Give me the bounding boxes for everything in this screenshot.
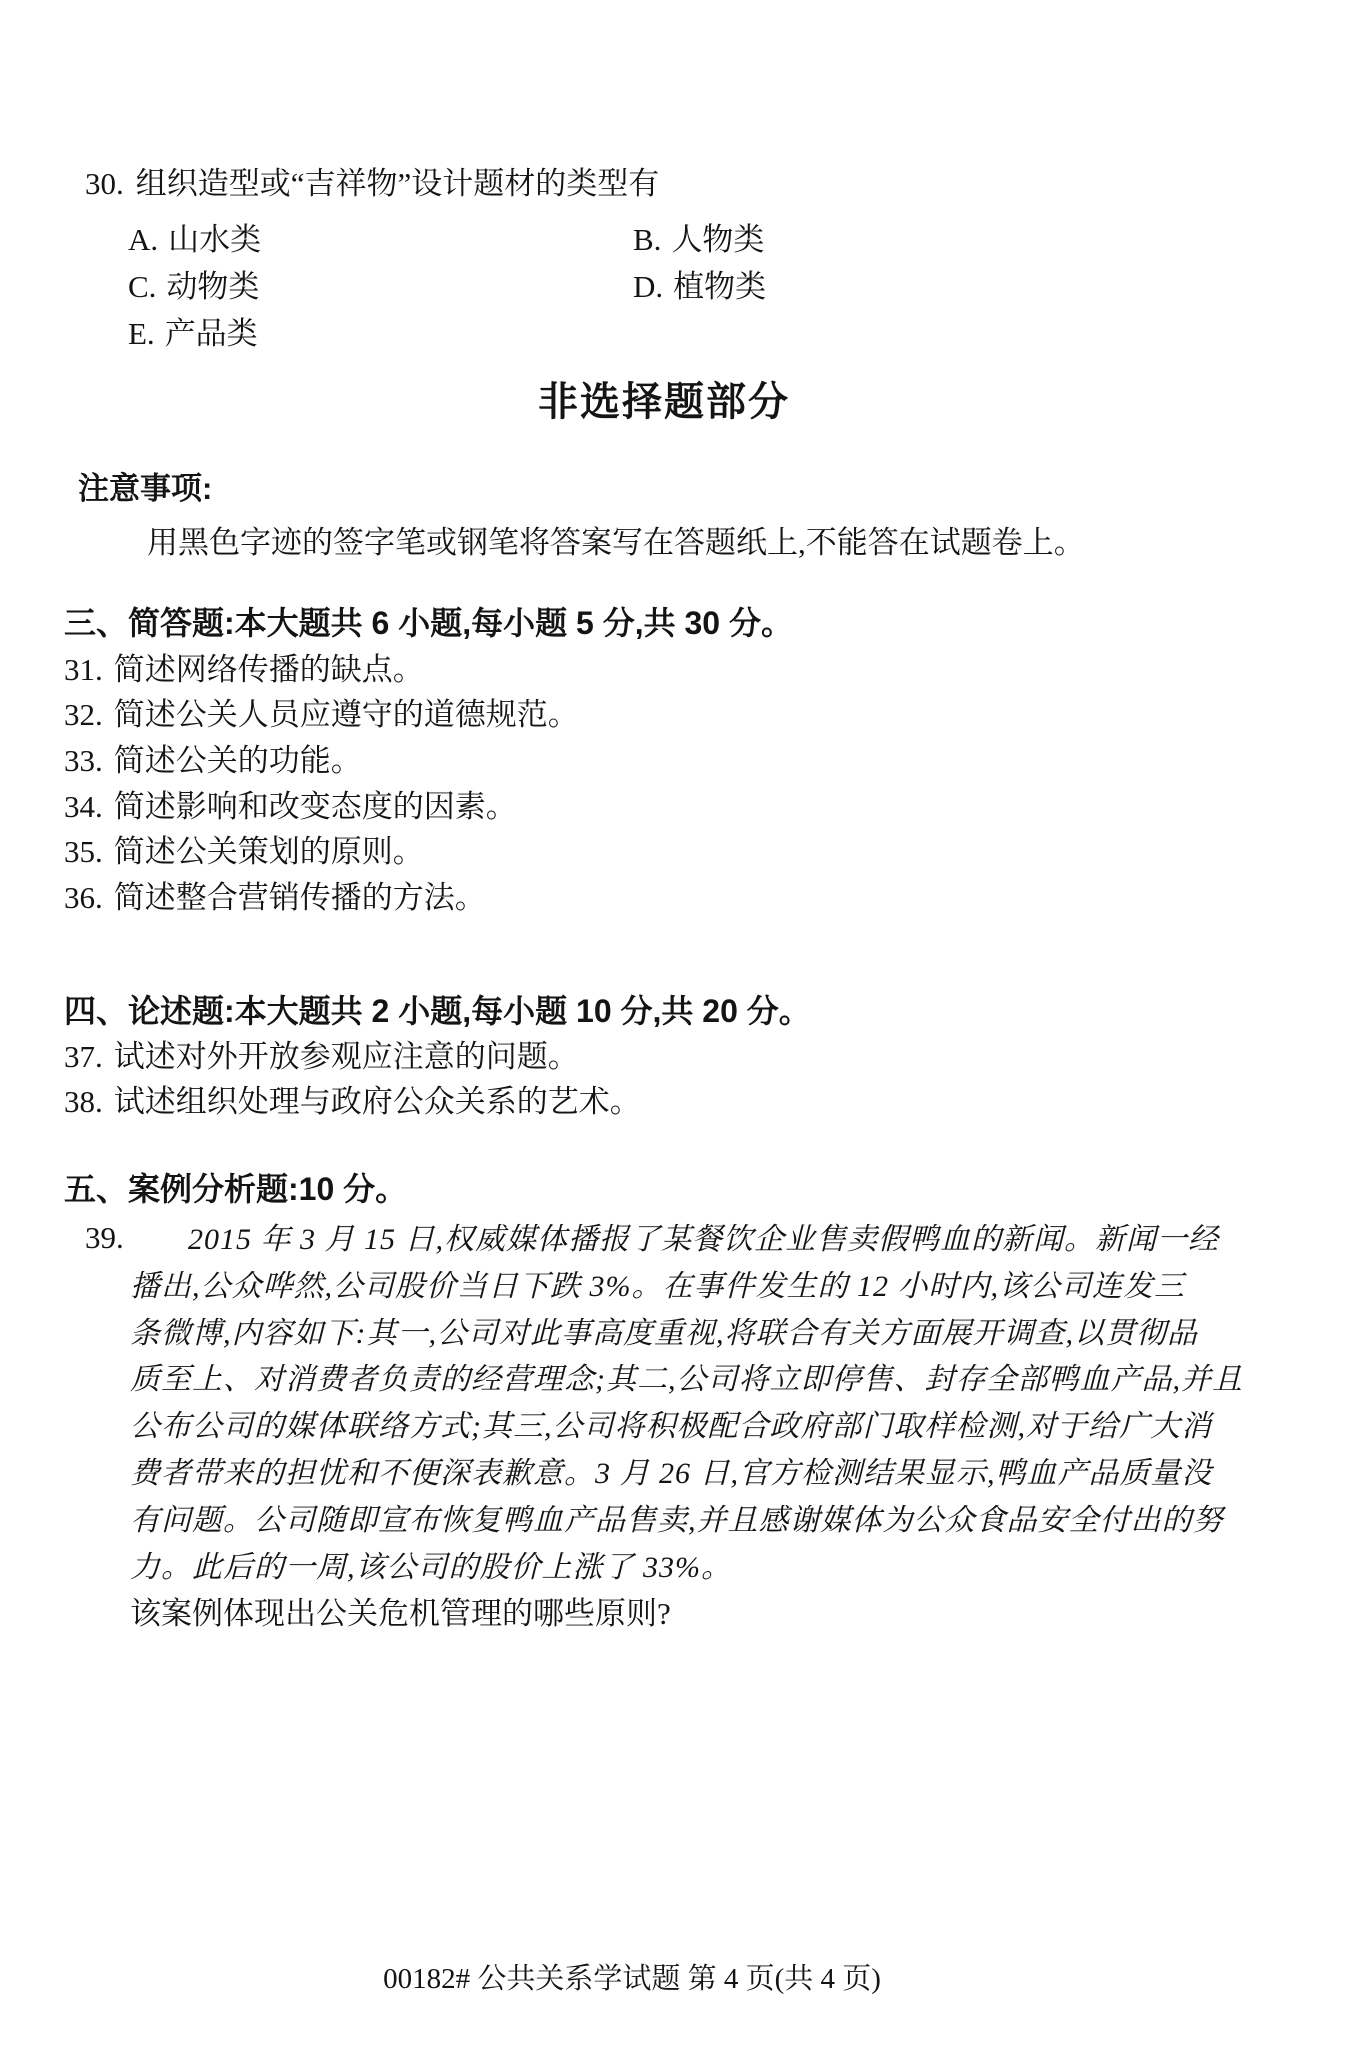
question-38-number: 38. xyxy=(64,1084,103,1119)
question-37-text: 试述对外开放参观应注意的问题。 xyxy=(113,1039,579,1074)
question-34-text: 简述影响和改变态度的因素。 xyxy=(113,788,517,824)
option-a-label: A. xyxy=(128,222,159,257)
notice-text: 用黑色字迹的签字笔或钢笔将答案写在答题纸上,不能答在试题卷上。 xyxy=(147,525,1085,560)
notice-heading: 注意事项: xyxy=(78,471,213,506)
page-footer: 00182# 公共关系学试题 第 4 页(共 4 页) xyxy=(383,1963,881,1995)
question-32 xyxy=(64,689,793,735)
question-30-number: 30. xyxy=(85,166,124,201)
question-35-text: 简述公关策划的原则。 xyxy=(113,834,424,870)
question-36-number: 36. xyxy=(64,880,103,916)
question-38-text: 试述组织处理与政府公众关系的艺术。 xyxy=(113,1084,641,1119)
question-30-stem: 组织造型或“吉祥物”设计题材的类型有 xyxy=(135,166,660,201)
case-line: 费者带来的担忧和不便深表歉意。3 月 26 日,官方检测结果显示,鸭血产品质量没 xyxy=(130,1456,1213,1490)
case-line: 质至上、对消费者负责的经营理念;其二,公司将立即停售、封存全部鸭血产品,并且 xyxy=(130,1363,1243,1397)
question-34 xyxy=(64,781,793,827)
question-33-number: 33. xyxy=(64,743,103,779)
option-d xyxy=(633,261,1153,308)
question-32-number: 32. xyxy=(64,697,103,733)
option-a xyxy=(128,214,633,261)
case-line: 公布公司的媒体联络方式;其三,公司将积极配合政府部门取样检测,对于给广大消 xyxy=(130,1410,1212,1444)
section-three-heading: 三、简答题:本大题共 6 小题,每小题 5 分,共 30 分。 xyxy=(64,605,793,641)
case-line: 有问题。公司随即宣布恢复鸭血产品售卖,并且感谢媒体为公众食品安全付出的努 xyxy=(130,1503,1224,1537)
option-b-text: 人物类 xyxy=(671,222,765,257)
question-33-text: 简述公关的功能。 xyxy=(113,743,362,779)
case-line: 条微博,内容如下:其一,公司对此事高度重视,将联合有关方面展开调查,以贯彻品 xyxy=(130,1316,1198,1350)
case-line: 2015 年 3 月 15 日,权威媒体播报了某餐饮企业售卖假鸭血的新闻。新闻一经 xyxy=(188,1223,1219,1256)
question-35-number: 35. xyxy=(64,834,103,870)
question-39-number: 39. xyxy=(85,1220,124,1255)
question-31 xyxy=(64,644,793,690)
question-35 xyxy=(64,826,793,872)
question-38 xyxy=(64,1076,811,1121)
question-39-final-question: 该案例体现出公关危机管理的哪些原则? xyxy=(130,1596,671,1632)
part-title: 非选择题部分 xyxy=(538,380,790,424)
question-30-options xyxy=(128,214,1153,354)
option-e-text: 产品类 xyxy=(164,315,258,351)
section-five-heading: 五、案例分析题:10 分。 xyxy=(64,1171,408,1207)
option-c-text: 动物类 xyxy=(166,268,260,304)
question-34-number: 34. xyxy=(64,788,103,824)
option-b-label: B. xyxy=(633,222,662,257)
question-31-text: 简述网络传播的缺点。 xyxy=(113,651,424,687)
option-c-label: C. xyxy=(128,268,157,304)
case-line: 播出,公众哗然,公司股价当日下跌 3%。在事件发生的 12 小时内,该公司连发三 xyxy=(130,1269,1185,1303)
question-37-number: 37. xyxy=(64,1039,103,1074)
option-c xyxy=(128,261,633,308)
option-b xyxy=(633,214,1153,261)
question-33 xyxy=(64,735,793,781)
section-four-heading: 四、论述题:本大题共 2 小题,每小题 10 分,共 20 分。 xyxy=(64,993,811,1029)
option-e xyxy=(128,308,633,355)
question-31-number: 31. xyxy=(64,651,103,687)
section-four xyxy=(64,986,811,1121)
question-32-text: 简述公关人员应遵守的道德规范。 xyxy=(113,697,579,733)
option-d-text: 植物类 xyxy=(673,268,767,304)
question-39-case xyxy=(130,1214,1320,1635)
option-e-label: E. xyxy=(128,315,155,351)
option-a-text: 山水类 xyxy=(168,222,262,257)
question-36 xyxy=(64,872,793,918)
question-37 xyxy=(64,1031,811,1076)
section-three xyxy=(64,598,793,918)
question-36-text: 简述整合营销传播的方法。 xyxy=(113,880,486,916)
case-line: 力。此后的一周,该公司的股价上涨了 33%。 xyxy=(130,1550,732,1584)
option-d-label: D. xyxy=(633,268,664,304)
question-30 xyxy=(85,158,659,203)
